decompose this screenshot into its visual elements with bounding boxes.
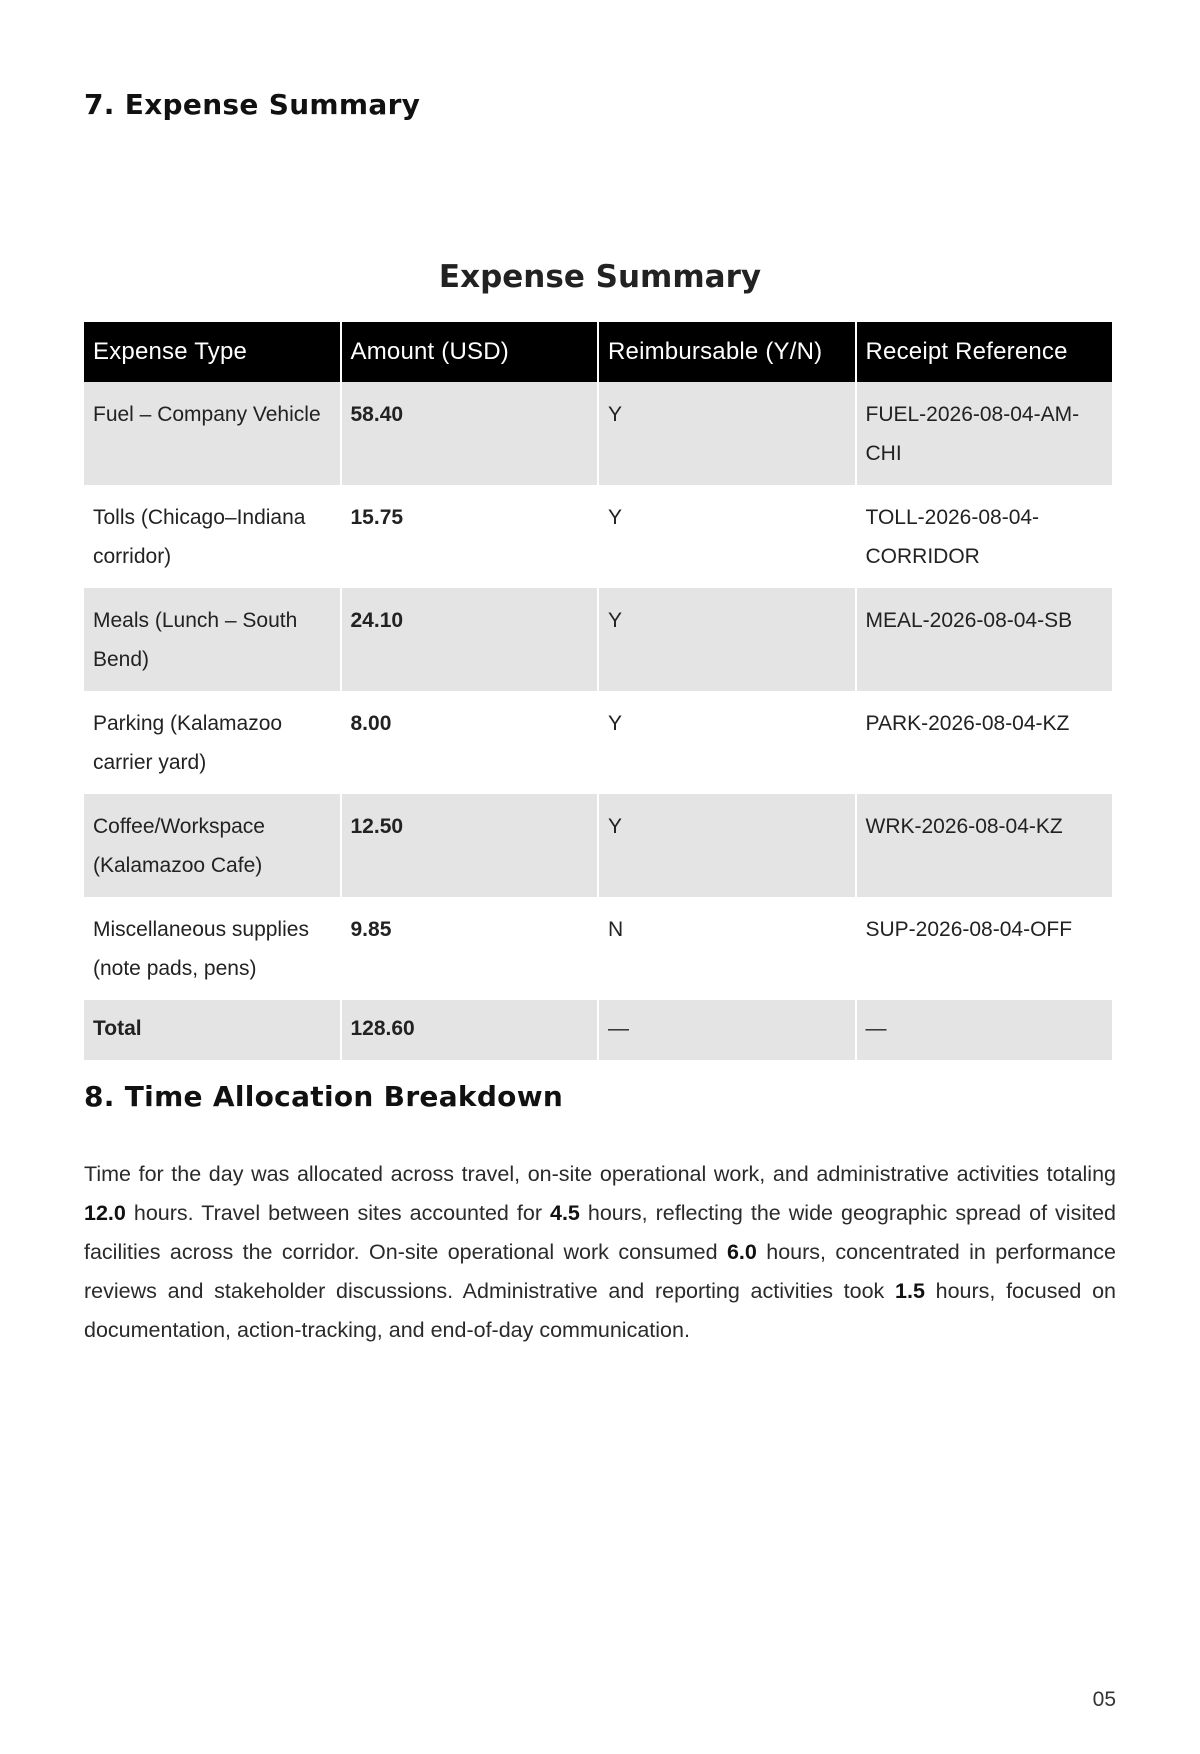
document-page (84, 0, 1116, 1754)
page-number: 05 (1092, 1688, 1116, 1711)
admin-hours-value: 1.5 (895, 1279, 925, 1303)
onsite-hours-value: 6.0 (726, 1240, 757, 1264)
paragraph-text: hours. Travel between sites accounted for (125, 1201, 550, 1225)
table-total-row (84, 1000, 1112, 1060)
receipt-reference-cell: FUEL-2026-08-04-AM-CHI (857, 382, 1113, 485)
table-row (84, 691, 1112, 794)
total-amount-cell: 128.60 (342, 1000, 598, 1060)
table-row (84, 485, 1112, 588)
time-allocation-paragraph (84, 1155, 1116, 1350)
paragraph-text: hours, concentrated in performance reviews and stakeholder discussions. Administrative and reporting activities took (84, 1240, 1117, 1303)
paragraph-text: Time for the day was allocated across travel, on-site operational work, and administrative activities totaling (84, 1162, 1116, 1186)
amount-cell: 24.10 (342, 588, 598, 691)
total-reimbursable-cell: — (599, 1000, 855, 1060)
paragraph-text: hours, focused on documentation, action-tracking, and end-of-day communication. (84, 1279, 1116, 1342)
reimbursable-cell: Y (599, 794, 855, 897)
reimbursable-cell: Y (599, 691, 855, 794)
expense-table (82, 322, 1114, 1060)
column-header-expense-type: Expense Type (84, 322, 340, 382)
amount-cell: 8.00 (342, 691, 598, 794)
paragraph-text: hours, reflecting the wide geographic spread of visited facilities across the corridor. On-site operational work consumed (84, 1201, 1116, 1264)
table-row (84, 897, 1112, 1000)
receipt-reference-cell: TOLL-2026-08-04-CORRIDOR (857, 485, 1113, 588)
table-row (84, 588, 1112, 691)
reimbursable-cell: Y (599, 382, 855, 485)
receipt-reference-cell: PARK-2026-08-04-KZ (857, 691, 1113, 794)
expense-type-cell: Parking (Kalamazoo carrier yard) (84, 691, 340, 794)
reimbursable-cell: Y (599, 485, 855, 588)
table-row (84, 794, 1112, 897)
reimbursable-cell: Y (599, 588, 855, 691)
table-row (84, 382, 1112, 485)
column-header-amount: Amount (USD) (342, 322, 598, 382)
expense-type-cell: Coffee/Workspace (Kalamazoo Cafe) (84, 794, 340, 897)
total-hours-value: 12.0 (84, 1201, 126, 1225)
expense-type-cell: Miscellaneous supplies (note pads, pens) (84, 897, 340, 1000)
amount-cell: 58.40 (342, 382, 598, 485)
amount-cell: 12.50 (342, 794, 598, 897)
table-caption: Expense Summary (438, 259, 762, 295)
receipt-reference-cell: MEAL-2026-08-04-SB (857, 588, 1113, 691)
amount-cell: 9.85 (342, 897, 598, 1000)
column-header-reimbursable: Reimbursable (Y/N) (599, 322, 855, 382)
table-header-row (84, 322, 1112, 382)
section-heading-expense-summary: 7. Expense Summary (84, 88, 421, 121)
expense-type-cell: Meals (Lunch – South Bend) (84, 588, 340, 691)
receipt-reference-cell: WRK-2026-08-04-KZ (857, 794, 1113, 897)
expense-type-cell: Fuel – Company Vehicle (84, 382, 340, 485)
total-receipt-reference-cell: — (857, 1000, 1113, 1060)
column-header-receipt-reference: Receipt Reference (857, 322, 1113, 382)
section-heading-time-allocation: 8. Time Allocation Breakdown (84, 1080, 564, 1113)
reimbursable-cell: N (599, 897, 855, 1000)
amount-cell: 15.75 (342, 485, 598, 588)
travel-hours-value: 4.5 (549, 1201, 580, 1225)
total-label-cell: Total (84, 1000, 340, 1060)
expense-type-cell: Tolls (Chicago–Indiana corridor) (84, 485, 340, 588)
receipt-reference-cell: SUP-2026-08-04-OFF (857, 897, 1113, 1000)
